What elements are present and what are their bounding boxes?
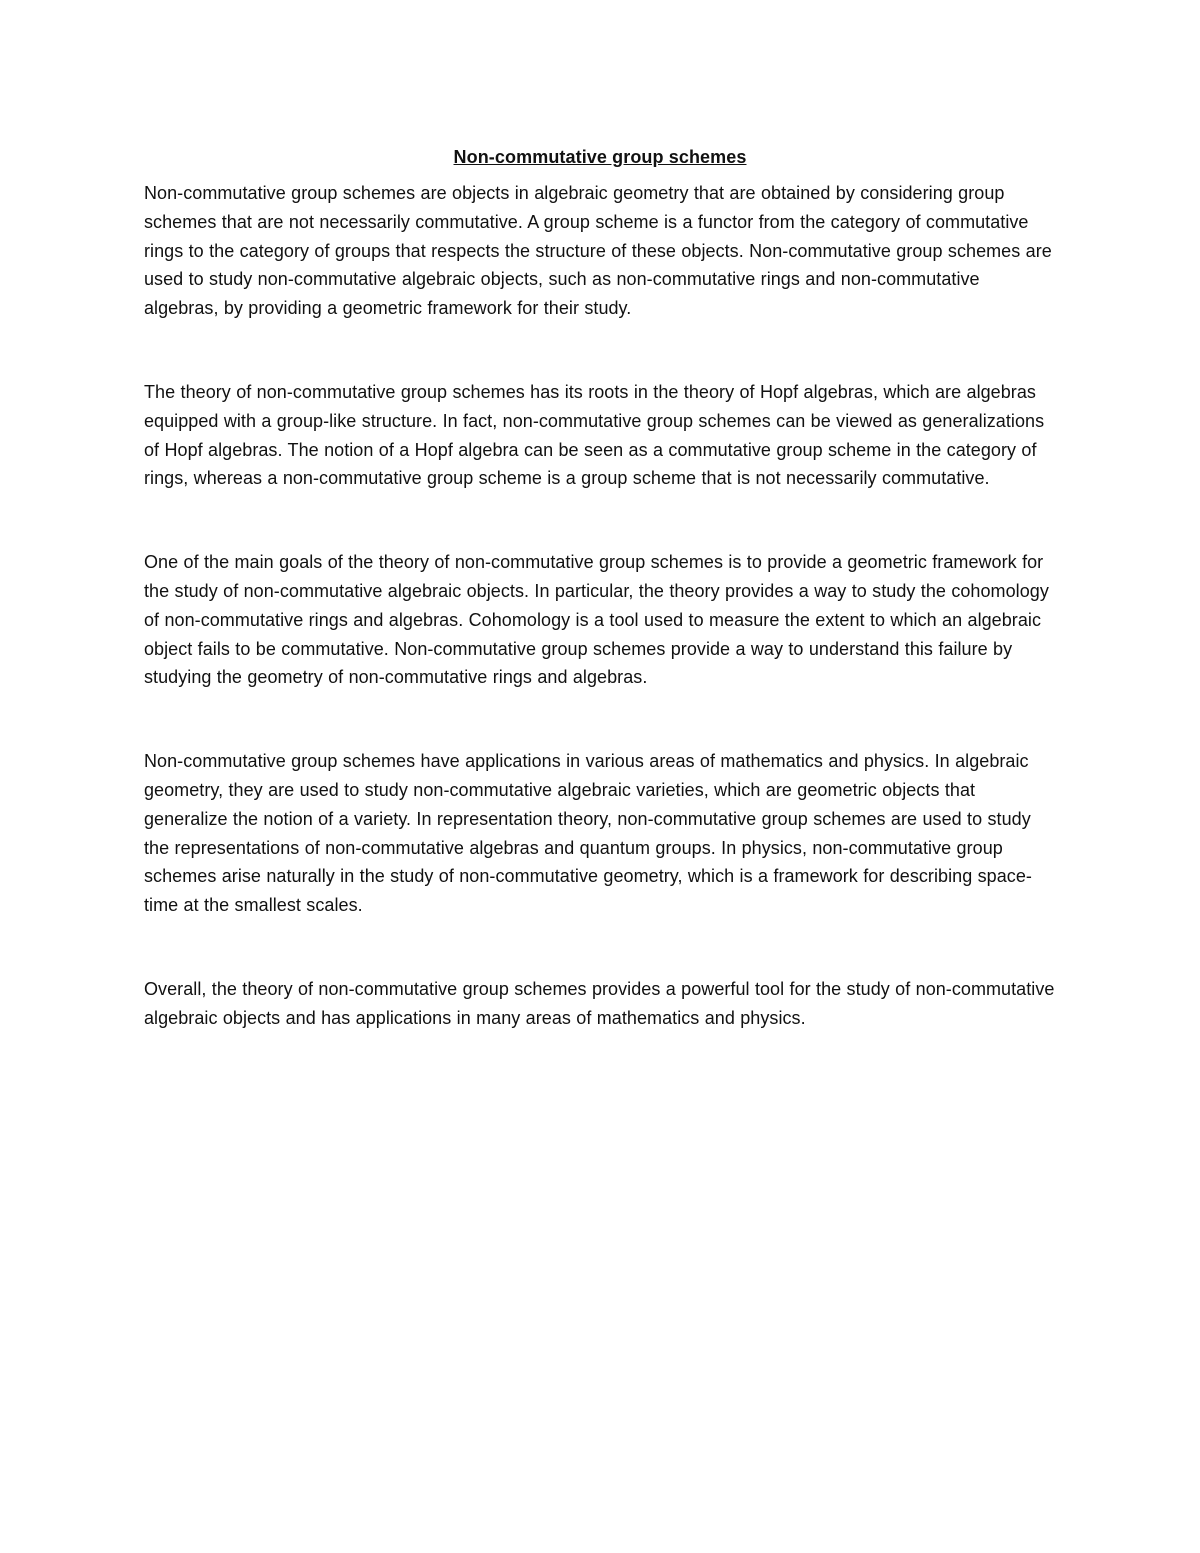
document-title: Non-commutative group schemes xyxy=(453,147,747,167)
paragraph: Overall, the theory of non-commutative group schemes provides a powerful tool for the study of non-commutative algebraic objects and has applications in many areas of mathematics and physics. xyxy=(144,978,1055,1028)
paragraph: One of the main goals of the theory of non-commutative group schemes is to provide a geometric framework for the study of non-commutative algebraic objects. In particular, the theory provides a way to study the cohomology of non-commutative rings and algebras. Cohomology is a tool used to measure the extent to which an algebraic object fails to be commutative. Non-commutative group schemes provide a way to understand this failure by studying the geometry of non-commutative rings and algebras. xyxy=(144,552,1049,688)
paragraph: Non-commutative group schemes have applications in various areas of mathematics and physics. In algebraic geometry, they are used to study non-commutative algebraic varieties, which are geometric objects that generalize the notion of a variety. In representation theory, non-commutative group schemes are used to study the representations of non-commutative algebras and quantum groups. In physics, non-commutative group schemes arise naturally in the study of non-commutative geometry, which is a framework for describing space-time at the smallest scales. xyxy=(144,751,1032,916)
paragraph: The theory of non-commutative group schemes has its roots in the theory of Hopf algebras, which are algebras equipped with a group-like structure. In fact, non-commutative group schemes can be viewed as generalizations of Hopf algebras. The notion of a Hopf algebra can be seen as a commutative group scheme in the category of rings, whereas a non-commutative group scheme is a group scheme that is not necessarily commutative. xyxy=(144,381,1045,489)
document-body xyxy=(144,143,1056,1033)
paragraph: Non-commutative group schemes are objects in algebraic geometry that are obtained by considering group schemes that are not necessarily commutative. A group scheme is a functor from the category of commutative rings to the category of groups that respects the structure of these objects. Non-commutative group schemes are used to study non-commutative algebraic objects, such as non-commutative rings and non-commutative algebras, by providing a geometric framework for their study. xyxy=(144,183,1052,319)
